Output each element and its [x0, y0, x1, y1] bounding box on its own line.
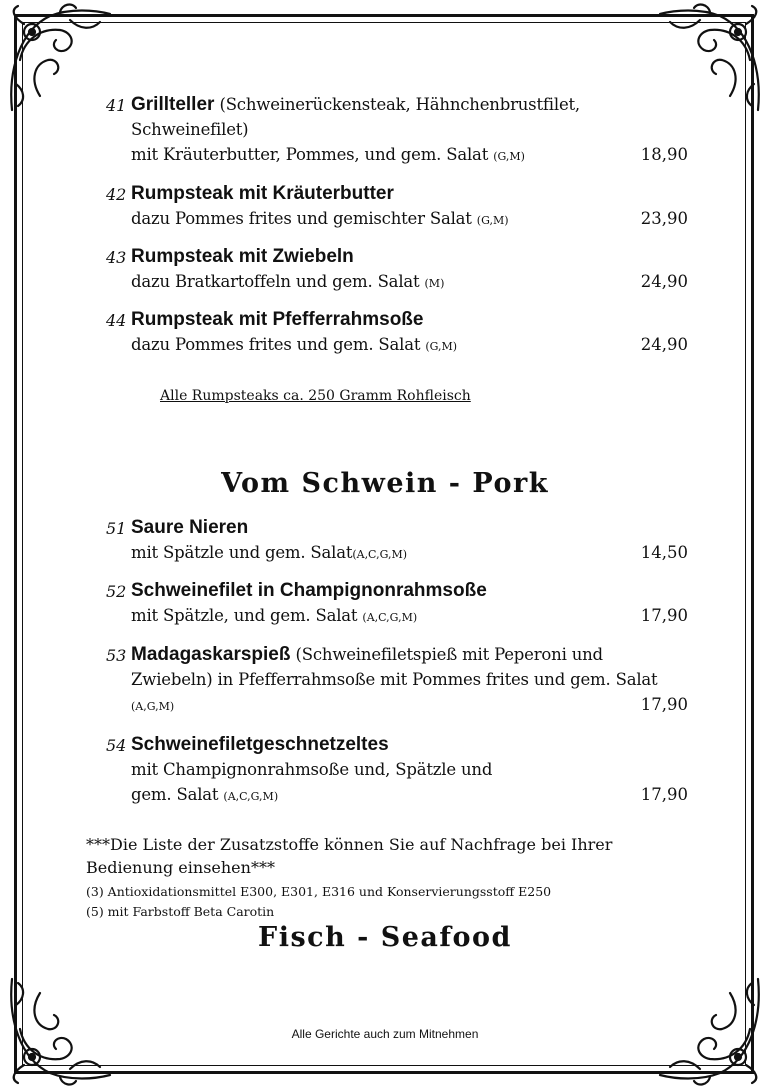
- item-allergens: (M): [424, 277, 445, 290]
- menu-item: [106, 515, 688, 567]
- item-number: 51: [106, 519, 127, 538]
- item-name: Rumpsteak mit Pfefferrahmsoße: [131, 309, 424, 330]
- item-price: 17,90: [640, 606, 688, 625]
- additives-note: ***Die Liste der Zusatzstoffe können Sie auf Nachfrage bei Ihrer: [86, 835, 613, 854]
- item-name: Schweinefiletgeschnetzeltes: [131, 734, 389, 755]
- item-price: 24,90: [640, 335, 688, 354]
- item-description: gem. Salat: [131, 785, 224, 804]
- item-allergens: (G,M): [493, 150, 525, 163]
- additive-item: (5) mit Farbstoff Beta Carotin: [86, 904, 275, 919]
- item-allergens: (A,G,M): [131, 700, 175, 713]
- item-price: 18,90: [640, 145, 688, 164]
- item-name: Schweinefilet in Champignonrahmsoße: [131, 580, 487, 601]
- item-name: Rumpsteak mit Zwiebeln: [131, 246, 354, 267]
- item-name: Rumpsteak mit Kräuterbutter: [131, 183, 394, 204]
- item-description: Zwiebeln) in Pfefferrahmsoße mit Pommes frites und gem. Salat: [131, 670, 658, 689]
- footer-note: Alle Gerichte auch zum Mitnehmen: [291, 1027, 479, 1041]
- item-description: mit Spätzle und gem. Salat: [131, 543, 353, 562]
- section-title-fish: Fisch - Seafood: [258, 922, 512, 953]
- item-description: mit Champignonrahmsoße und, Spätzle und: [131, 760, 493, 779]
- item-allergens: (A,C,G,M): [362, 611, 418, 624]
- item-allergens: (A,C,G,M): [352, 548, 408, 561]
- item-number: 42: [106, 185, 127, 204]
- menu-item: [106, 307, 688, 359]
- item-price: 14,50: [640, 543, 688, 562]
- item-name: Madagaskarspieß: [131, 644, 291, 665]
- rumpsteak-note: Alle Rumpsteaks ca. 250 Gramm Rohfleisch: [160, 388, 471, 404]
- item-number: 43: [106, 248, 127, 267]
- item-price: 17,90: [640, 695, 688, 714]
- item-description: Schweinefilet): [131, 120, 249, 139]
- item-number: 53: [106, 646, 127, 665]
- item-description: mit Spätzle, und gem. Salat: [131, 606, 363, 625]
- item-number: 54: [106, 736, 127, 755]
- section-title-pork: Vom Schwein - Pork: [221, 468, 549, 499]
- menu-item: [106, 181, 688, 233]
- item-price: 17,90: [640, 785, 688, 804]
- item-description: (Schweinefiletspieß mit Peperoni und: [290, 645, 603, 664]
- item-price: 23,90: [640, 209, 688, 228]
- menu-item: [106, 578, 688, 630]
- item-price: 24,90: [640, 272, 688, 291]
- additives-note: Bedienung einsehen***: [86, 858, 275, 877]
- item-allergens: (A,C,G,M): [223, 790, 279, 803]
- item-name: Grillteller: [131, 94, 215, 115]
- item-description: dazu Pommes frites und gem. Salat: [131, 335, 426, 354]
- item-description: (Schweinerückensteak, Hähnchenbrustfilet,: [214, 95, 580, 114]
- item-allergens: (G,M): [476, 214, 509, 227]
- item-description: mit Kräuterbutter, Pommes, und gem. Salat: [131, 145, 494, 164]
- additive-item: (3) Antioxidationsmittel E300, E301, E316 und Konservierungsstoff E250: [86, 884, 552, 899]
- item-number: 41: [106, 96, 127, 115]
- corner-ornament-icon: [0, 0, 120, 120]
- item-allergens: (G,M): [425, 340, 458, 353]
- menu-item: [106, 244, 688, 296]
- item-number: 44: [106, 311, 127, 330]
- item-description: dazu Pommes frites und gemischter Salat: [131, 209, 477, 228]
- menu-item: [106, 642, 688, 719]
- item-description: dazu Bratkartoffeln und gem. Salat: [131, 272, 425, 291]
- item-number: 52: [106, 582, 127, 601]
- menu-item: [106, 732, 688, 809]
- item-name: Saure Nieren: [131, 517, 249, 538]
- menu-item: [106, 92, 688, 169]
